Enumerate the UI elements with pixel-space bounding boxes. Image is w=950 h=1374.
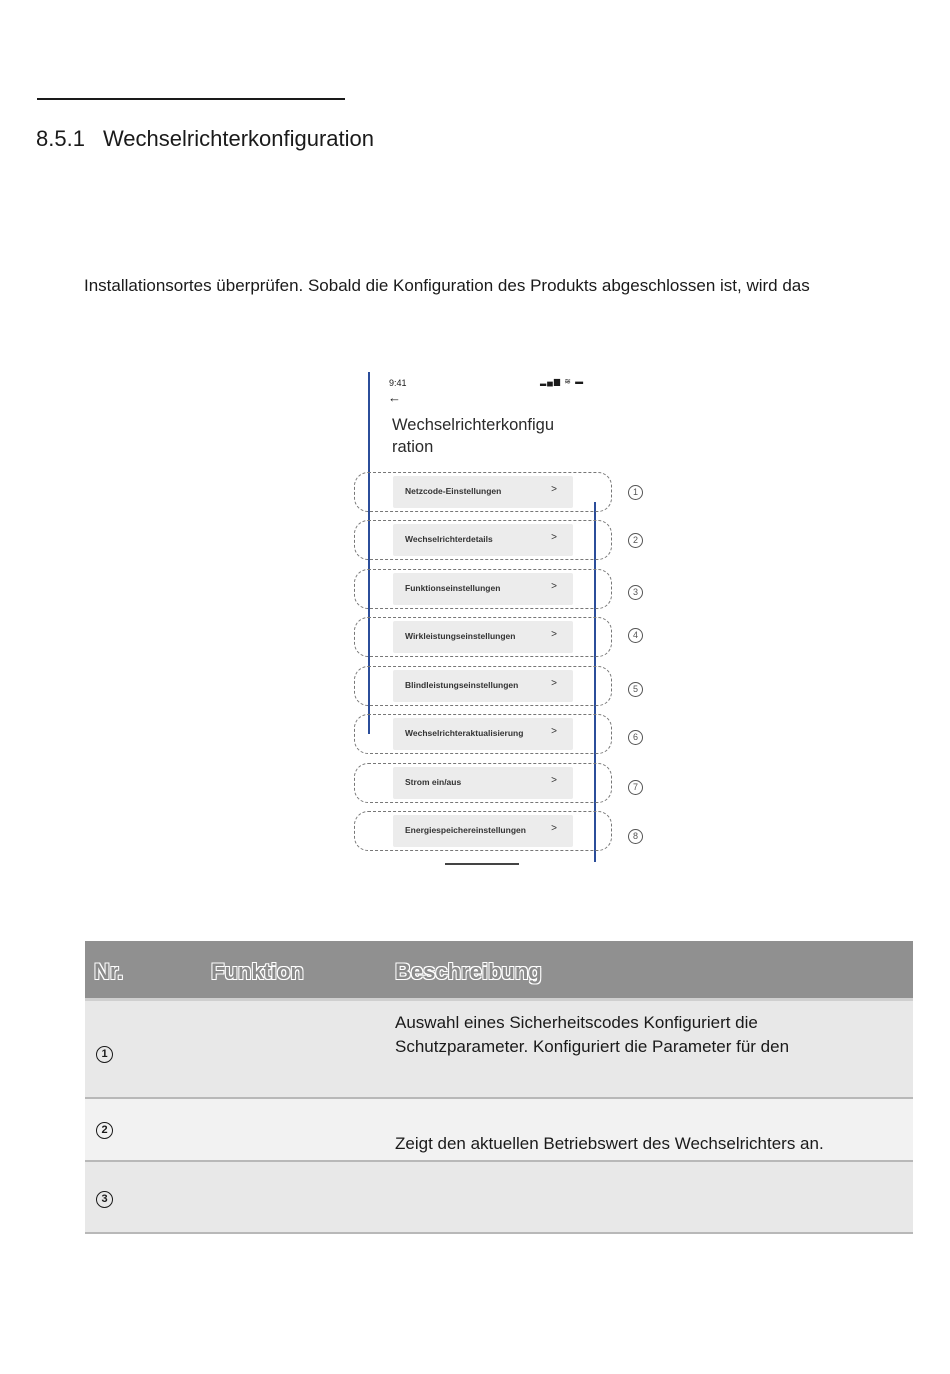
home-indicator (445, 863, 519, 865)
table-row (85, 1162, 913, 1234)
callout-number: 6 (628, 730, 643, 745)
table-row (85, 1001, 913, 1099)
menu-group-1 (354, 472, 612, 512)
callout-number: 3 (628, 585, 643, 600)
menu-group-6 (354, 714, 612, 754)
callout-number: 2 (628, 533, 643, 548)
table-row (85, 1099, 913, 1162)
body-text: Installationsortes überprüfen. Sobald die Konfiguration des Produkts abgeschlossen ist, wird das (84, 276, 810, 295)
section-top-rule (37, 98, 345, 100)
header-nr: Nr. (94, 959, 124, 984)
table-header (85, 941, 913, 1001)
menu-group-3 (354, 569, 612, 609)
callout-number: 8 (628, 829, 643, 844)
chevron-right-icon: > (551, 726, 557, 737)
row-description (395, 1011, 789, 1059)
menu-item-label: Netzcode-Einstellungen (405, 486, 502, 496)
chevron-right-icon: > (551, 629, 557, 640)
header-funktion: Funktion (211, 959, 304, 984)
callout-number: 4 (628, 628, 643, 643)
section-title: Wechselrichterkonfiguration (102, 126, 374, 151)
chevron-right-icon: > (551, 678, 557, 689)
chevron-right-icon: > (551, 775, 557, 786)
row-number: 1 (96, 1046, 113, 1063)
row-number: 3 (96, 1191, 113, 1208)
menu-item-label: Funktionseinstellungen (405, 583, 501, 593)
menu-group-4 (354, 617, 612, 657)
menu-item-aktualisierung[interactable] (393, 718, 573, 750)
menu-item-label: Energiespeichereinstellungen (405, 825, 526, 835)
menu-item-label: Wirkleistungseinstellungen (405, 631, 516, 641)
header-beschreibung: Beschreibung (395, 959, 542, 984)
menu-item-wirkleistung[interactable] (393, 621, 573, 653)
row-number: 2 (96, 1122, 113, 1139)
phone-screenshot-figure (340, 360, 660, 880)
menu-item-blindleistung[interactable] (393, 670, 573, 702)
menu-item-label: Blindleistungseinstellungen (405, 680, 519, 690)
menu-group-5 (354, 666, 612, 706)
menu-item-label: Wechselrichteraktualisierung (405, 728, 524, 738)
menu-group-8 (354, 811, 612, 851)
menu-group-2 (354, 520, 612, 560)
chevron-right-icon: > (551, 581, 557, 592)
section-heading (36, 126, 374, 152)
chevron-right-icon: > (551, 484, 557, 495)
function-table (85, 941, 913, 1234)
description-line: Schutzparameter. Konfiguriert die Parameter für den (395, 1037, 790, 1056)
menu-item-strom[interactable] (393, 767, 573, 799)
menu-item-details[interactable] (393, 524, 573, 556)
row-description: Zeigt den aktuellen Betriebswert des Wechselrichters an. (395, 1134, 824, 1153)
menu-item-funktion[interactable] (393, 573, 573, 605)
callout-number: 1 (628, 485, 643, 500)
description-line: Auswahl eines Sicherheitscodes Konfiguriert die (395, 1013, 758, 1032)
screen-title: Wechselrichterkonfigu ration (392, 416, 555, 456)
menu-item-label: Wechselrichterdetails (405, 534, 493, 544)
menu-item-netzcode[interactable] (393, 476, 573, 508)
menu-group-7 (354, 763, 612, 803)
status-time: 9:41 (389, 378, 407, 388)
chevron-right-icon: > (551, 823, 557, 834)
section-number: 8.5.1 (36, 126, 85, 151)
status-icons: ▂▄▆ ≋ ▬ (540, 377, 585, 386)
menu-item-label: Strom ein/aus (405, 777, 462, 787)
callout-number: 5 (628, 682, 643, 697)
callout-number: 7 (628, 780, 643, 795)
menu-item-energiespeicher[interactable] (393, 815, 573, 847)
back-arrow-icon[interactable]: ← (388, 390, 401, 405)
chevron-right-icon: > (551, 532, 557, 543)
